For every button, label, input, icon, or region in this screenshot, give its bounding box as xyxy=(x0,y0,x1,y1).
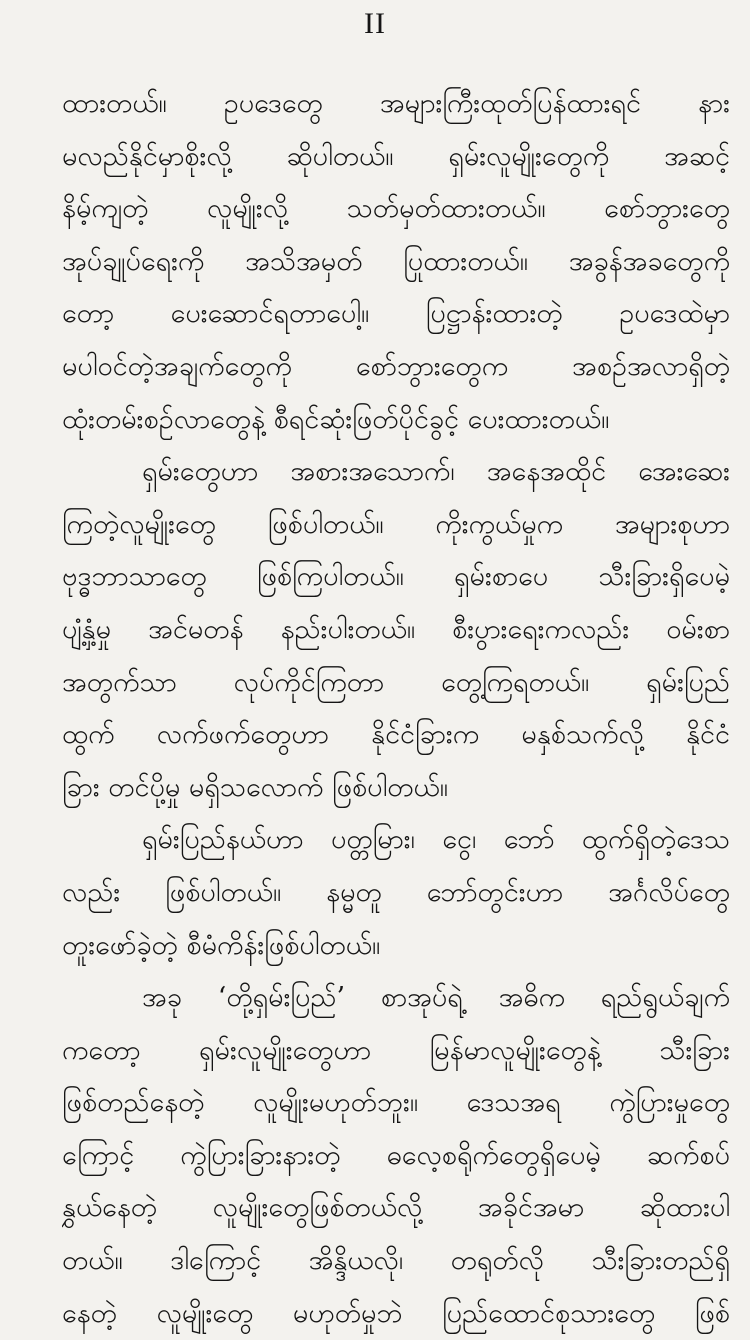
text-line: ကတော့ ရှမ်းလူမျိုးတွေဟာ မြန်မာလူမျိုးတွေနဲ့ သီးခြား xyxy=(62,1034,730,1066)
text-line: ထားတယ်။ ဥပဒေတွေ အများကြီးထုတ်ပြန်ထားရင် နား xyxy=(62,88,730,119)
text-line: တယ်။ ဒါကြောင့် အိန္ဒိယလို၊ တရုတ်လို သီးခြားတည်ရှိ xyxy=(62,1245,730,1277)
text-line: ထုံးတမ်းစဉ်လာတွေနဲ့ စီရင်ဆုံးဖြတ်ပိုင်ခွင့် ပေးထားတယ်။ xyxy=(62,403,610,435)
text-line: လည်း ဖြစ်ပါတယ်။ နမ္မတူ ဘော်တွင်းဟာ အင်္ဂလိပ်တွေ xyxy=(62,876,730,908)
text-line: ကြောင့် ကွဲပြားခြားနားတဲ့ ဓလေ့စရိုက်တွေရှိပေမဲ့ ဆက်စပ် xyxy=(62,1139,730,1171)
text-line: တူးဖော်ခဲ့တဲ့ စီမံကိန်းဖြစ်ပါတယ်။ xyxy=(62,929,381,961)
text-line: ကြတဲ့လူမျိုးတွေ ဖြစ်ပါတယ်။ ကိုးကွယ်မှုက အများစုဟာ xyxy=(62,508,730,540)
text-line: မလည်နိုင်မှာစိုးလို့ ဆိုပါတယ်။ ရှမ်းလူမျိုးတွေကို အဆင့် xyxy=(62,140,730,172)
text-line: ခြား တင်ပို့မှု မရှိသလောက် ဖြစ်ပါတယ်။ xyxy=(62,771,448,803)
text-line: အတွက်သာ လုပ်ကိုင်ကြတာ တွေ့ကြရတယ်။ ရှမ်းပြည် xyxy=(62,666,730,698)
text-line: မပါဝင်တဲ့အချက်တွေကို စော်ဘွားတွေက အစဉ်အလာရှိတဲ့ xyxy=(62,350,730,382)
text-line: တော့ ပေးဆောင်ရတာပေါ့။ ပြဋ္ဌာန်းထားတဲ့ ဥပဒေထဲမှာ xyxy=(62,298,730,330)
paragraph-first-line: အခု ‘တို့ရှမ်းပြည်’ စာအုပ်ရဲ့ အဓိက ရည်ရွယ်ချက် xyxy=(142,982,730,1014)
text-line: အုပ်ချုပ်ရေးကို အသိအမှတ် ပြုထားတယ်။ အခွန်အခတွေကို xyxy=(62,245,730,277)
text-line: ဖြစ်တည်နေတဲ့ လူမျိုးမဟုတ်ဘူး။ ဒေသအရ ကွဲပြားမှုတွေ xyxy=(62,1087,730,1119)
paragraph-first-line: ရှမ်းပြည်နယ်ဟာ ပတ္တမြား၊ ငွေ၊ ဘော် ထွက်ရှိတဲ့ဒေသ xyxy=(142,824,730,856)
page-number: II xyxy=(364,7,386,40)
text-line: ထွက် လက်ဖက်တွေဟာ နိုင်ငံခြားက မနှစ်သက်လို့ နိုင်ငံ xyxy=(62,719,730,751)
paragraph-first-line: ရှမ်းတွေဟာ အစားအသောက်၊ အနေအထိုင် အေးဆေး xyxy=(142,456,730,488)
text-line: နွှယ်နေတဲ့ လူမျိုးတွေဖြစ်တယ်လို့ အခိုင်အမာ ဆိုထားပါ xyxy=(62,1192,730,1224)
text-line: နေတဲ့ လူမျိုးတွေ မဟုတ်မှုဘဲ ပြည်ထောင်စုသားတွေ ဖြစ် xyxy=(62,1297,730,1329)
text-line: ပျံ့နှံ့မှု အင်မတန် နည်းပါးတယ်။ စီးပွားရေးကလည်း ဝမ်းစာ xyxy=(62,613,730,645)
text-line: ဗုဒ္ဓဘာသာတွေ ဖြစ်ကြပါတယ်။ ရှမ်းစာပေ သီးခြားရှိပေမဲ့ xyxy=(62,561,730,593)
text-line: နိမ့်ကျတဲ့ လူမျိုးလို့ သတ်မှတ်ထားတယ်။ စော်ဘွားတွေ xyxy=(62,193,730,225)
page-body-text xyxy=(62,78,730,1340)
